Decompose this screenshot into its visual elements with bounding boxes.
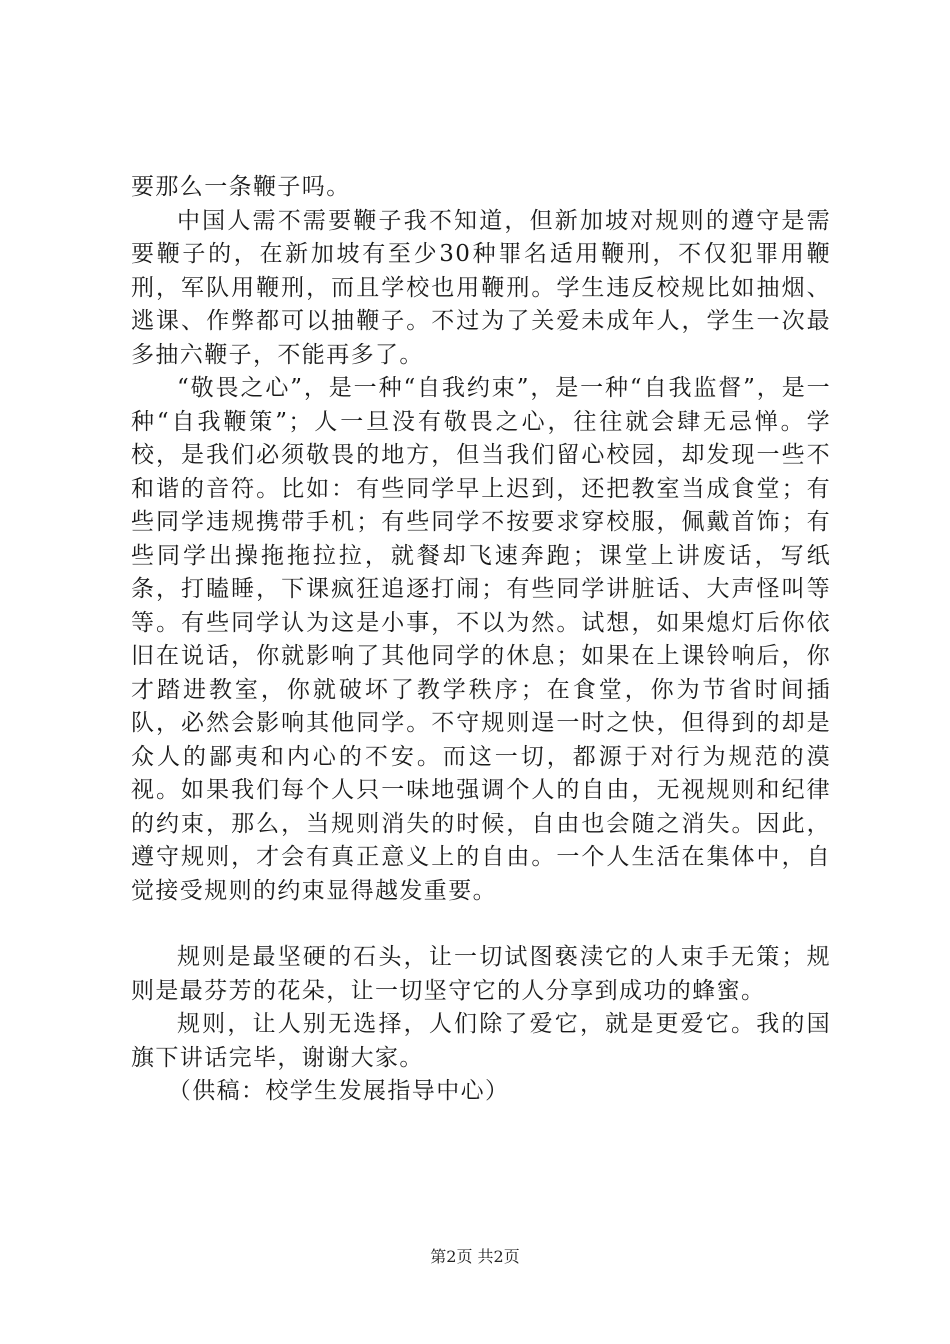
- paragraph-continuation: 要那么一条鞭子吗。: [131, 174, 351, 200]
- page-footer: 第2页 共2页: [430, 1247, 520, 1266]
- paragraph-singapore-caning: 中国人需不需要鞭子我不知道，但新加坡对规则的遵守是需要鞭子的，在新加坡有至少30种罪名适用鞭刑，不仅犯罪用鞭刑，军队用鞭刑，而且学校也用鞭刑。学生违反校规比如抽烟、逃课、作弊都可以抽鞭子。不过为了关爱未成年人，学生一次最多抽六鞭子，不能再多了。: [131, 207, 831, 368]
- document-body: [131, 171, 831, 1109]
- paragraph-credit: （供稿：校学生发展指导中心）: [167, 1078, 510, 1104]
- paragraph-rules-metaphor: 规则是最坚硬的石头，让一切试图亵渎它的人束手无策；规则是最芬芳的花朵，让一切坚守它的人分享到成功的蜂蜜。: [131, 944, 831, 1004]
- paragraph-reverence: “敬畏之心”，是一种“自我约束”，是一种“自我监督”，是一种“自我鞭策”；人一旦没有敬畏之心，往往就会肆无忌惮。学校，是我们必须敬畏的地方，但当我们留心校园，却发现一些不和谐的音符。比如：有些同学早上迟到，还把教室当成食堂；有些同学违规携带手机；有些同学不按要求穿校服，佩戴首饰；有些同学出操拖拖拉拉，就餐却飞速奔跑；课堂上讲废话，写纸条，打瞌睡，下课疯狂追逐打闹；有些同学讲脏话、大声怪叫等等。有些同学认为这是小事，不以为然。试想，如果熄灯后你依旧在说话，你就影响了其他同学的休息；如果在上课铃响后，你才踏进教室，你就破坏了教学秩序；在食堂，你为节省时间插队，必然会影响其他同学。不守规则逞一时之快，但得到的却是众人的鄙夷和内心的不安。而这一切，都源于对行为规范的漠视。如果我们每个人只一味地强调个人的自由，无视规则和纪律的约束，那么，当规则消失的时候，自由也会随之消失。因此，遵守规则，才会有真正意义上的自由。一个人生活在集体中，自觉接受规则的约束显得越发重要。: [131, 375, 831, 904]
- paragraph-closing: 规则，让人别无选择，人们除了爱它，就是更爱它。我的国旗下讲话完毕，谢谢大家。: [131, 1011, 831, 1071]
